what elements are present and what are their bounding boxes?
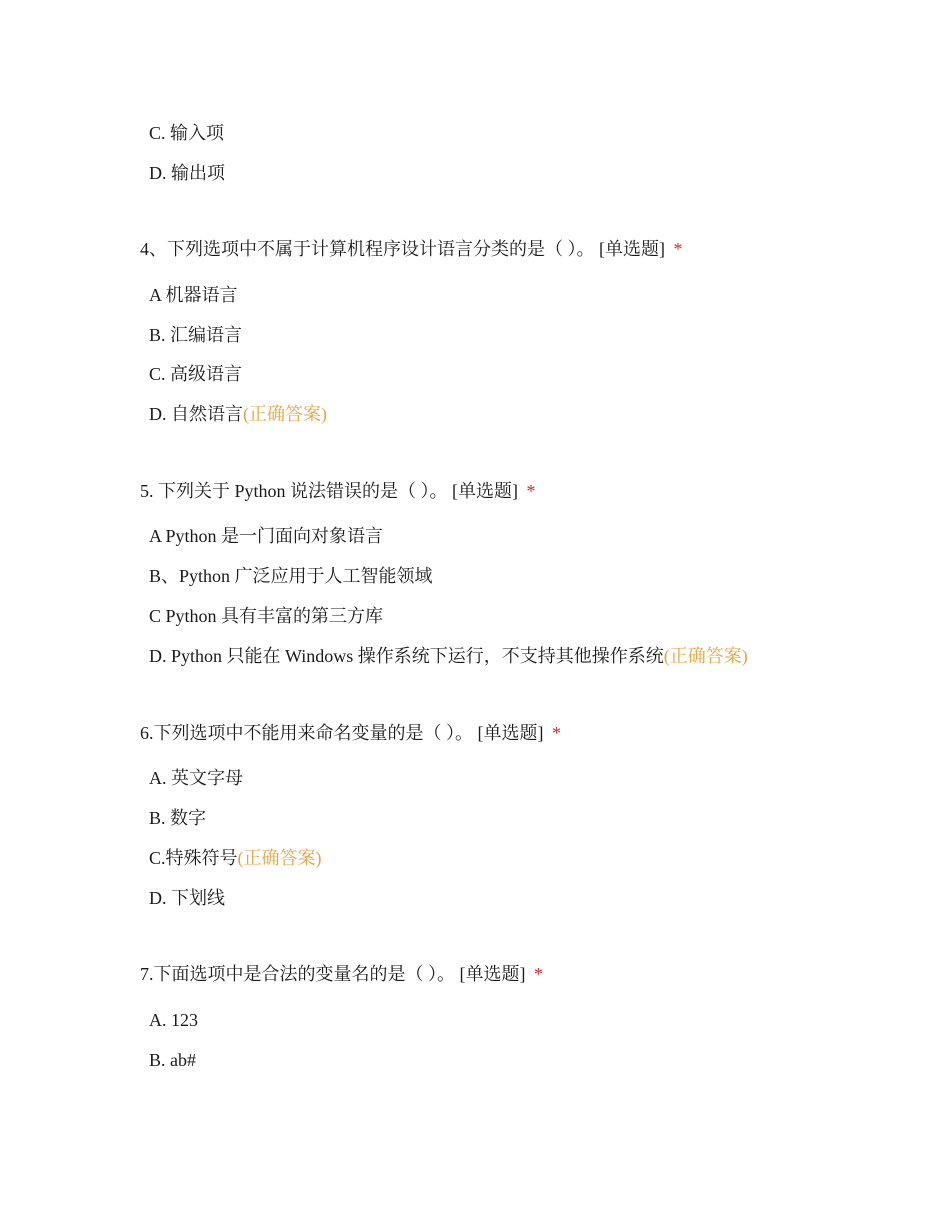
option-text: C. 输入项 xyxy=(149,123,225,143)
required-mark: * xyxy=(534,964,543,984)
question-text: 7.下面选项中是合法的变量名的是（ ）。 xyxy=(140,964,455,984)
q5-title xyxy=(140,479,536,503)
question-text: 4、下列选项中不属于计算机程序设计语言分类的是（ ）。 xyxy=(140,239,595,259)
q3-option-d xyxy=(149,161,225,185)
q5-option-c xyxy=(149,604,383,628)
option-text: C Python 具有丰富的第三方库 xyxy=(149,606,384,626)
option-text: A Python 是一门面向对象语言 xyxy=(149,526,384,546)
option-text: D. 自然语言 xyxy=(149,404,243,424)
option-text: B、Python 广泛应用于人工智能领域 xyxy=(149,566,433,586)
correct-answer-label: (正确答案) xyxy=(663,646,748,666)
q6-option-d xyxy=(149,886,225,910)
q7-title xyxy=(140,962,543,986)
option-text: A 机器语言 xyxy=(149,285,238,305)
option-text: C. 高级语言 xyxy=(149,364,243,384)
q6-option-a xyxy=(149,766,243,790)
q7-option-a xyxy=(149,1008,198,1032)
option-text: C.特殊符号 xyxy=(149,848,238,868)
required-mark: * xyxy=(526,481,536,501)
option-text: B. 数字 xyxy=(149,808,207,828)
option-text: B. 汇编语言 xyxy=(149,325,243,345)
question-type-tag: [单选题] xyxy=(599,239,665,259)
option-text: D. 输出项 xyxy=(149,163,225,183)
q4-option-d xyxy=(149,402,327,426)
question-type-tag: [单选题] xyxy=(459,964,526,984)
option-text: B. ab# xyxy=(149,1050,196,1070)
q4-title xyxy=(140,237,683,261)
required-mark: * xyxy=(673,239,683,259)
question-text: 5. 下列关于 Python 说法错误的是（ ）。 xyxy=(140,481,448,501)
q6-option-b xyxy=(149,806,206,830)
option-text: A. 123 xyxy=(149,1010,198,1030)
q4-option-c xyxy=(149,362,242,386)
required-mark: * xyxy=(552,723,561,743)
q4-option-b xyxy=(149,323,242,347)
q5-option-d xyxy=(149,644,748,668)
q6-option-c xyxy=(149,846,322,870)
correct-answer-label: (正确答案) xyxy=(237,848,322,868)
question-type-tag: [单选题] xyxy=(477,723,544,743)
correct-answer-label: (正确答案) xyxy=(243,404,327,424)
q5-option-a xyxy=(149,524,383,548)
q5-option-b xyxy=(149,564,433,588)
q3-option-c xyxy=(149,121,224,145)
option-text: D. 下划线 xyxy=(149,888,225,908)
option-text: A. 英文字母 xyxy=(149,768,243,788)
question-text: 6.下列选项中不能用来命名变量的是（ ）。 xyxy=(140,723,473,743)
option-text: D. Python 只能在 Windows 操作系统下运行，不支持其他操作系统 xyxy=(149,646,664,666)
q4-option-a xyxy=(149,283,238,307)
q7-option-b xyxy=(149,1048,196,1072)
q6-title xyxy=(140,721,561,745)
question-type-tag: [单选题] xyxy=(452,481,519,501)
